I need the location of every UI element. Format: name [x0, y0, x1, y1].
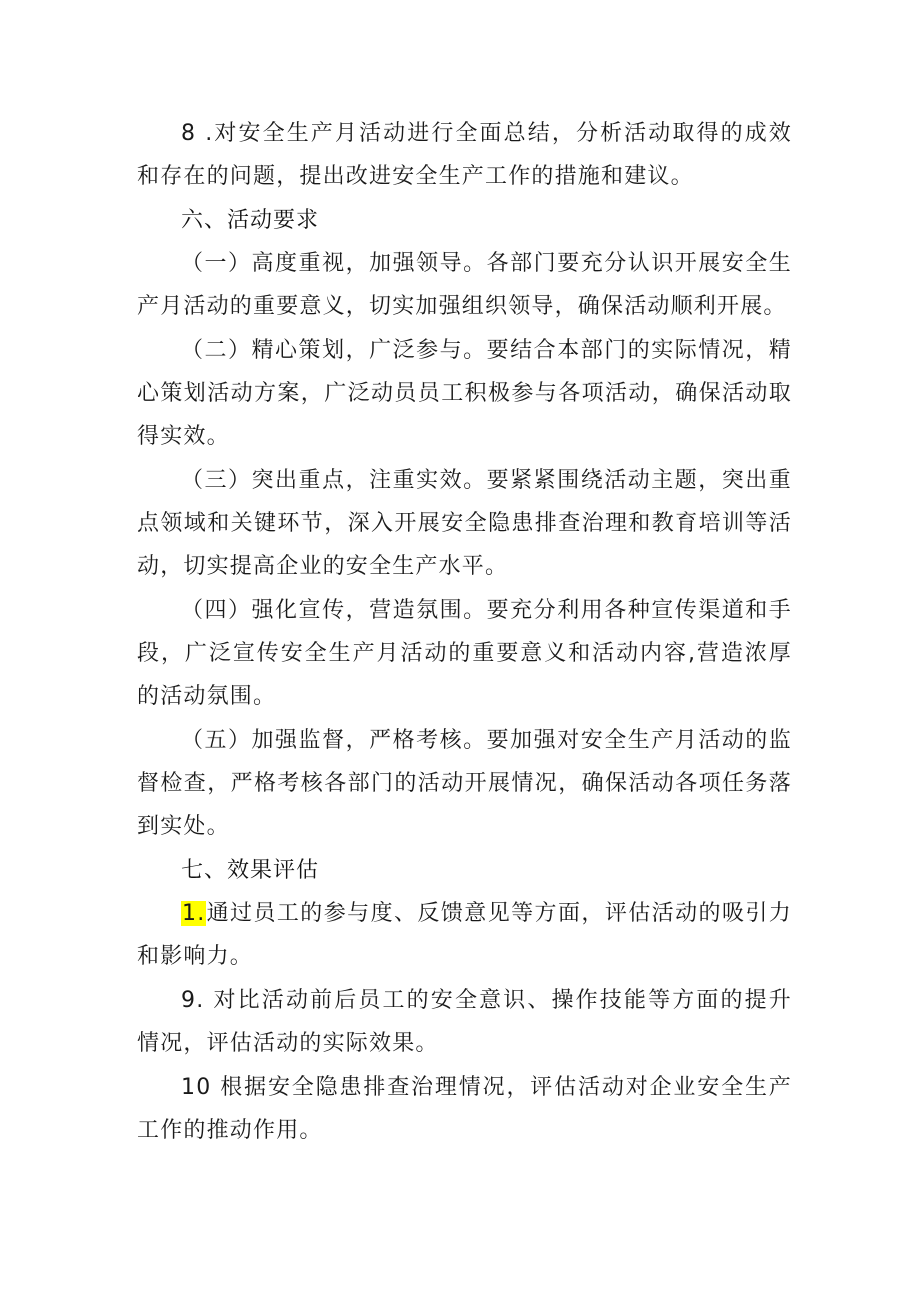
section-heading-effect-evaluation: 七、效果评估 — [181, 858, 320, 883]
paragraph-item-8: 8 .对安全生产月活动进行全面总结，分析活动取得的成效和存在的问题，提出改进安全生产工作的措施和建议。 — [137, 121, 792, 189]
paragraph-requirement-3: （三）突出重点，注重实效。要紧紧围绕活动主题，突出重点领域和关键环节，深入开展安全隐患排查治理和教育培训等活动，切实提高企业的安全生产水平。 — [137, 468, 792, 579]
document-body — [137, 112, 792, 1153]
paragraph-requirement-4: （四）强化宣传，营造氛围。要充分利用各种宣传渠道和手段，广泛宣传安全生产月活动的重要意义和活动内容,营造浓厚的活动氛围。 — [137, 598, 792, 709]
paragraph-evaluation-10: 10 根据安全隐患排查治理情况，评估活动对企业安全生产工作的推动作用。 — [137, 1075, 792, 1143]
paragraph-evaluation-9: 9. 对比活动前后员工的安全意识、操作技能等方面的提升情况，评估活动的实际效果。 — [137, 988, 792, 1056]
paragraph-evaluation-1 — [137, 892, 792, 978]
paragraph-requirement-2: （二）精心策划，广泛参与。要结合本部门的实际情况，精心策划活动方案，广泛动员员工积极参与各项活动，确保活动取得实效。 — [137, 338, 792, 449]
paragraph-requirement-5: （五）加强监督，严格考核。要加强对安全生产月活动的监督检查，严格考核各部门的活动开展情况，确保活动各项任务落到实处。 — [137, 728, 792, 839]
highlighted-list-number: 1. — [182, 901, 206, 926]
paragraph-requirement-1: （一）高度重视，加强领导。各部门要充分认识开展安全生产月活动的重要意义，切实加强组织领导，确保活动顺利开展。 — [137, 251, 792, 319]
section-heading-activity-requirements: 六、活动要求 — [181, 208, 320, 233]
evaluation-1-text: 通过员工的参与度、反馈意见等方面，评估活动的吸引力和影响力。 — [137, 901, 792, 969]
